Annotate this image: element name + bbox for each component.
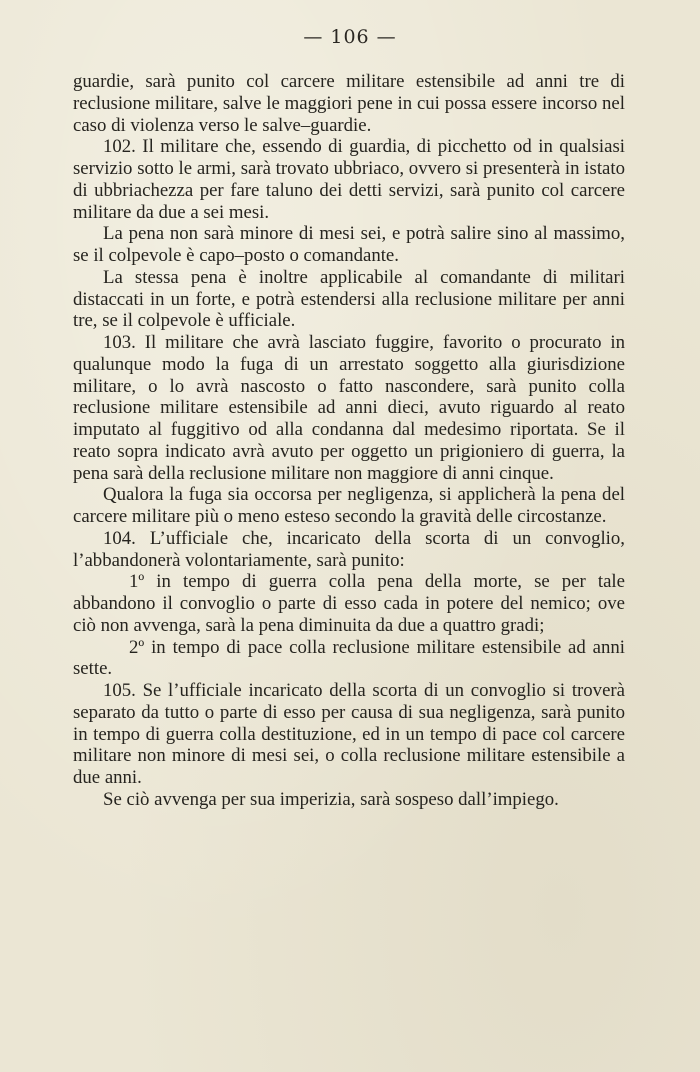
article-105: 105. Se l’ufficiale incaricato della scorta di un convoglio si troverà separato da tutto o parte di esso per causa di sua negligenza, sarà punito in tempo di guerra colla destituzione, ed in un tempo di pace col carcere militare non minore di mesi sei, o colla reclusione militare estensibile a due anni.	[73, 680, 625, 788]
article-104: 104. L’ufficiale che, incaricato della scorta di un convoglio, l’abbandonerà volontariamente, sarà punito:	[73, 527, 625, 571]
body-text	[73, 71, 625, 811]
article-103: 103. Il militare che avrà lasciato fuggire, favorito o procurato in qualunque modo la fuga di un arrestato soggetto alla giurisdizione militare, o lo avrà nascosto o fatto nascondere, sarà punito colla reclusione militare estensibile ad anni dieci, avuto riguardo al reato imputato al fuggitivo od alla condanna dal medesimo riportata. Se il reato sopra indicato avrà avuto per oggetto un prigioniero di guerra, la pena sarà della reclusione militare non maggiore di anni cinque.	[73, 332, 625, 484]
article-102-para-2: La pena non sarà minore di mesi sei, e potrà salire sino al massimo, se il colpevole è capo–posto o comandante.	[73, 223, 625, 266]
article-102: 102. Il militare che, essendo di guardia, di picchetto od in qualsiasi servizio sotto le armi, sarà trovato ubbriaco, ovvero si presenterà in istato di ubbriachezza per fare taluno dei detti servizi, sarà punito col carcere militare da due a sei mesi.	[73, 136, 625, 223]
article-103-para-2: Qualora la fuga sia occorsa per negligenza, si applicherà la pena del carcere militare più o meno esteso secondo la gravità delle circostanze.	[73, 484, 625, 527]
article-105-para-2: Se ciò avvenga per sua imperizia, sarà sospeso dall’impiego.	[103, 788, 559, 810]
article-104-item-2: 2º in tempo di pace colla reclusione militare estensibile ad anni sette.	[73, 636, 625, 680]
article-102-para-3: La stessa pena è inoltre applicabile al comandante di militari distaccati in un forte, e potrà estendersi alla reclusione militare per anni tre, se il colpevole è ufficiale.	[73, 266, 625, 332]
article-104-item-1: 1º in tempo di guerra colla pena della morte, se per tale abbandono il convoglio o parte di esso cada in potere del nemico; ove ciò non avvenga, sarà la pena diminuita da due a quattro gradi;	[73, 571, 625, 636]
page-number: — 106 —	[303, 26, 397, 48]
paragraph-continuation: guardie, sarà punito col carcere militare estensibile ad anni tre di reclusione militare, salve le maggiori pene in cui possa essere incorso nel caso di violenza verso le salve–guardie.	[73, 71, 625, 136]
